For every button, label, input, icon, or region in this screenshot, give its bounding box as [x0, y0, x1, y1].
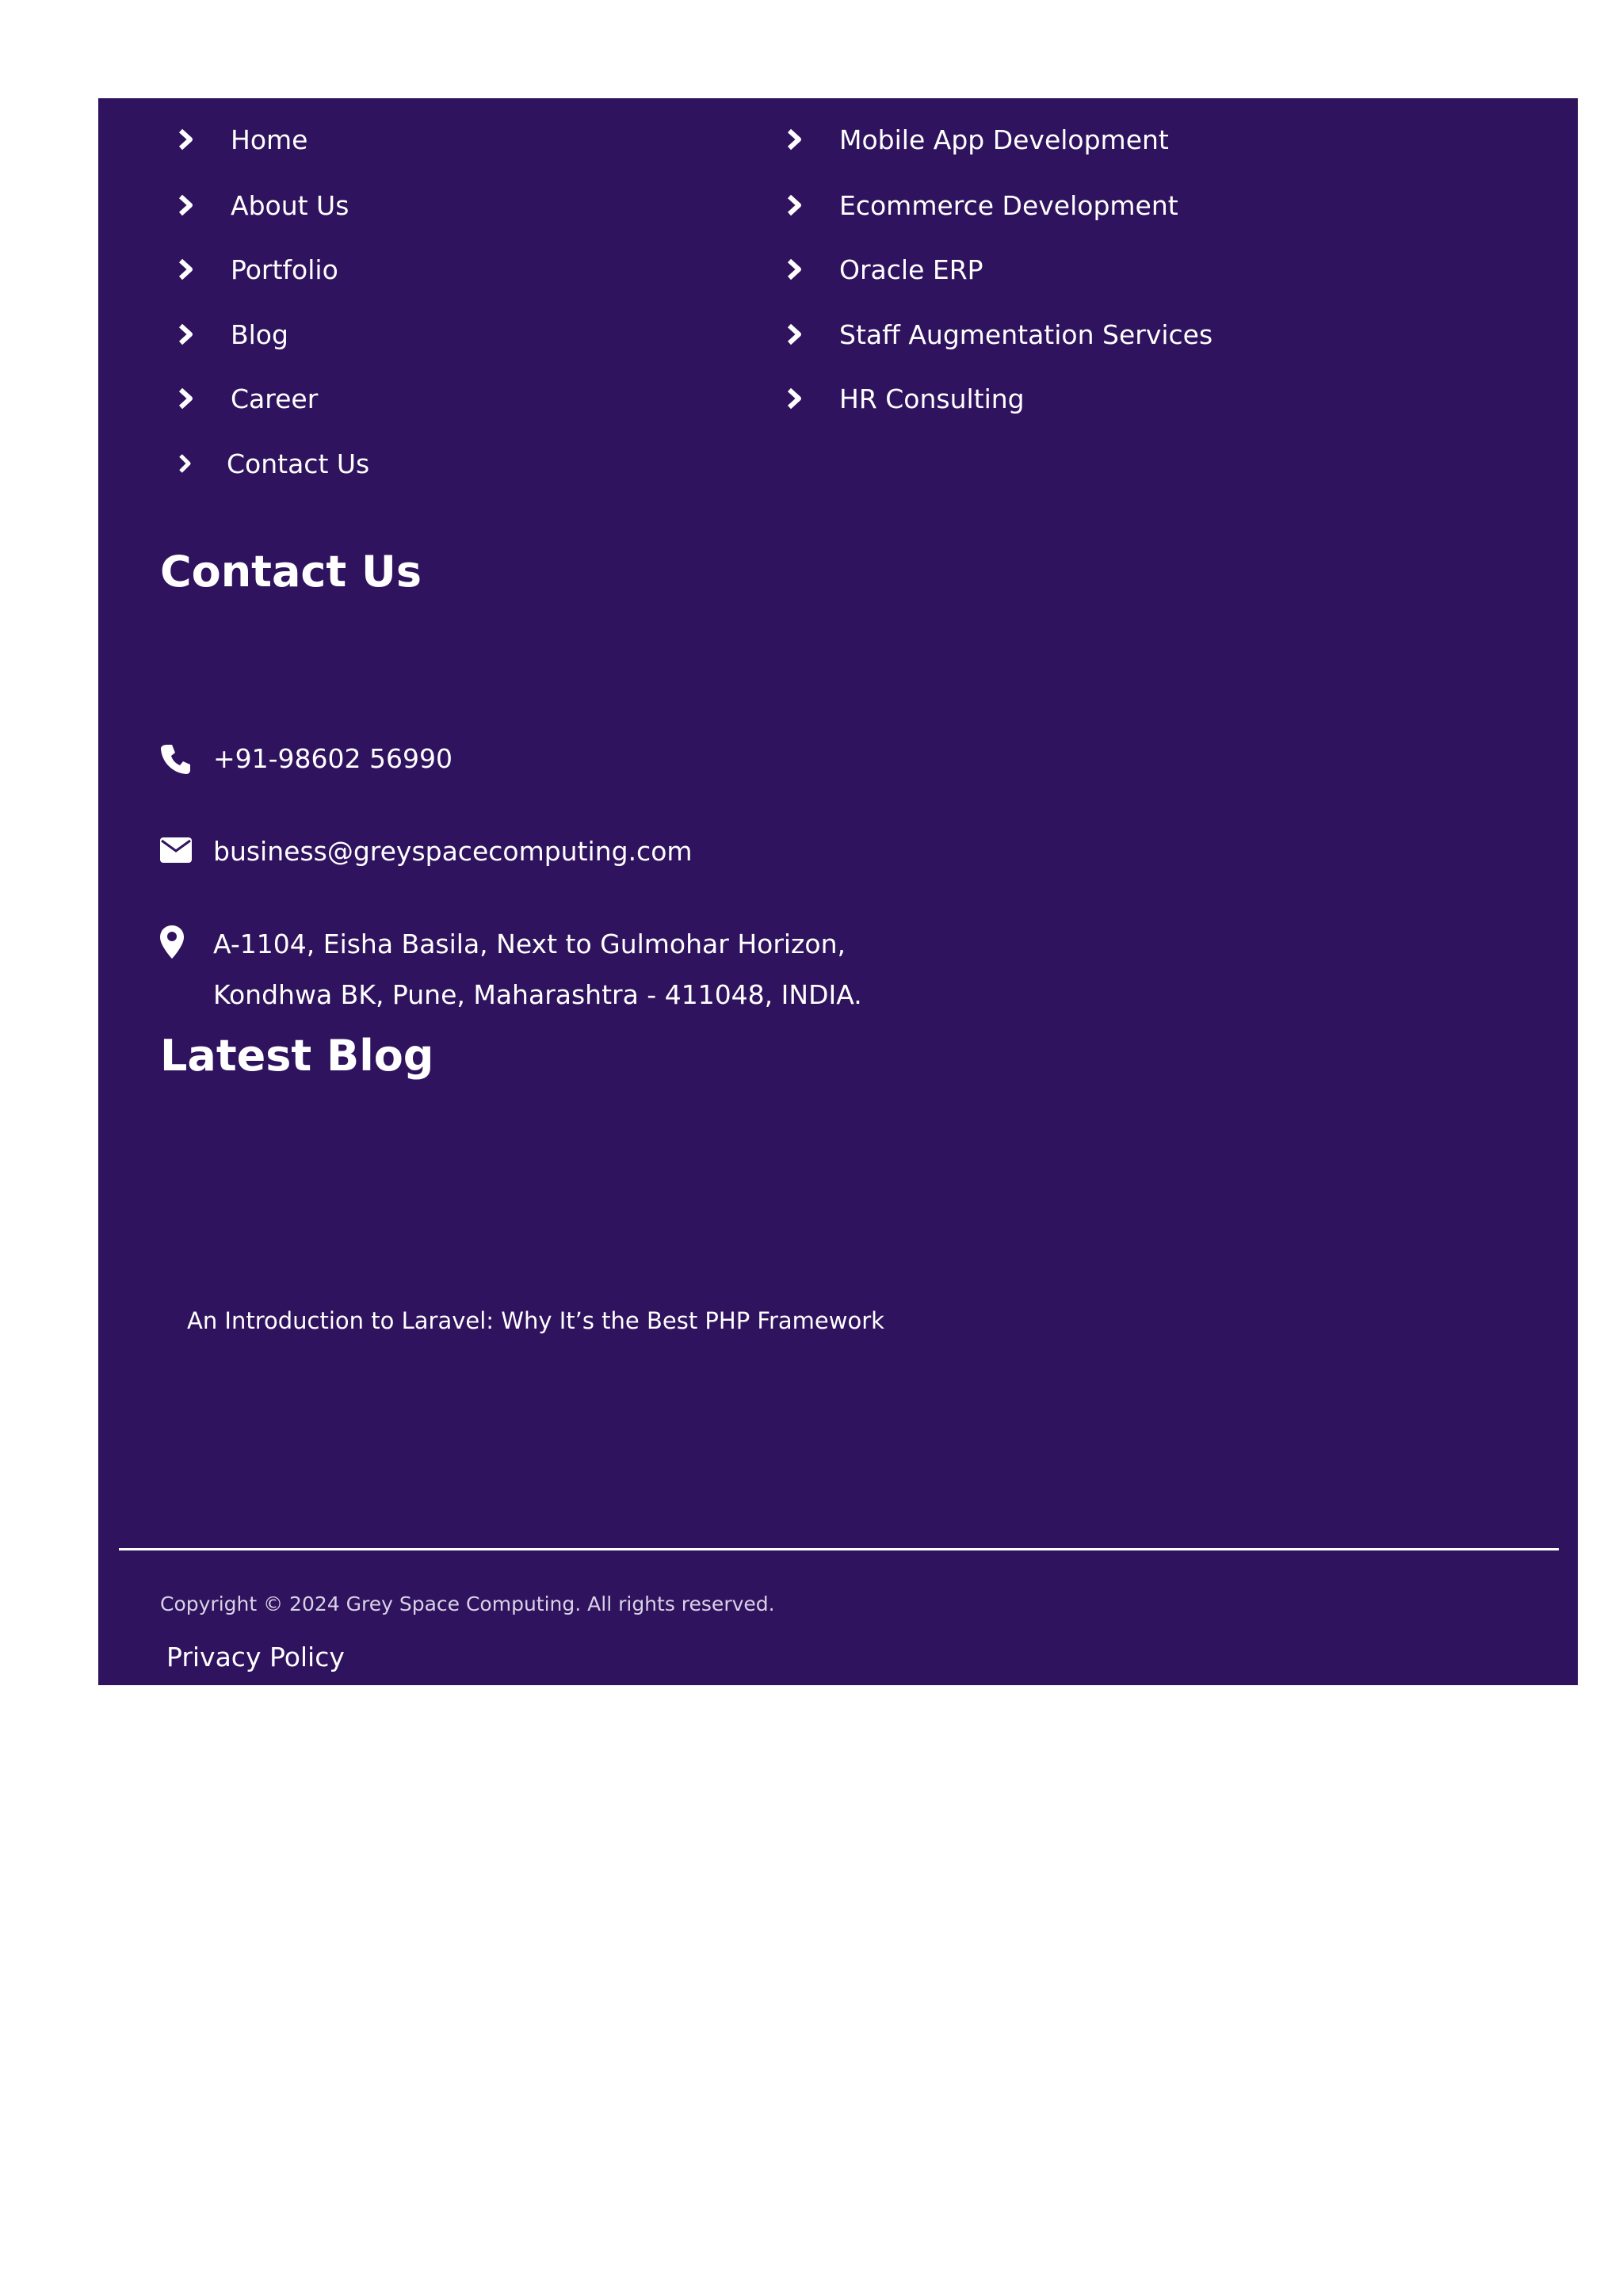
chevron-right-icon: [178, 128, 195, 151]
footer-service-mobile-app[interactable]: [786, 116, 1169, 163]
contact-section-title: Contact Us: [160, 547, 422, 597]
chevron-right-icon: [178, 387, 195, 410]
footer-link-label: About Us: [231, 189, 349, 221]
chevron-right-icon: [178, 193, 195, 217]
email-address: business@greyspacecomputing.com: [213, 836, 693, 867]
blog-post-link[interactable]: An Introduction to Laravel: Why It’s the Best PHP Framework: [187, 1307, 884, 1334]
footer-link-label: Portfolio: [231, 254, 338, 285]
contact-phone[interactable]: [160, 734, 453, 784]
phone-icon: [160, 743, 192, 781]
copyright-text: Copyright © 2024 Grey Space Computing. All rights reserved.: [160, 1592, 775, 1615]
footer-service-staff-augmentation[interactable]: [786, 311, 1212, 358]
address-line-1: A-1104, Eisha Basila, Next to Gulmohar Horizon,: [213, 929, 846, 959]
contact-email[interactable]: [160, 826, 693, 877]
footer-link-contact[interactable]: [178, 440, 369, 487]
footer-service-label: HR Consulting: [839, 383, 1025, 414]
footer-service-oracle-erp[interactable]: [786, 246, 983, 293]
chevron-right-icon: [178, 452, 195, 475]
footer-link-label: Contact Us: [227, 448, 370, 479]
footer-link-about[interactable]: [178, 181, 349, 229]
footer-link-career[interactable]: [178, 375, 318, 422]
chevron-right-icon: [178, 257, 195, 281]
chevron-right-icon: [786, 128, 804, 151]
map-pin-icon: [160, 925, 184, 965]
envelope-icon: [160, 837, 192, 869]
footer-service-hr-consulting[interactable]: [786, 375, 1025, 422]
chevron-right-icon: [786, 322, 804, 346]
footer-link-blog[interactable]: [178, 311, 288, 358]
chevron-right-icon: [786, 387, 804, 410]
address-text: [213, 919, 862, 1020]
footer-link-portfolio[interactable]: [178, 246, 338, 293]
footer-link-label: Career: [231, 383, 319, 414]
footer-service-label: Ecommerce Development: [839, 189, 1178, 221]
footer-service-label: Oracle ERP: [839, 254, 983, 285]
footer-link-home[interactable]: [178, 116, 307, 163]
chevron-right-icon: [786, 257, 804, 281]
footer-service-ecommerce[interactable]: [786, 181, 1178, 229]
footer-service-label: Staff Augmentation Services: [839, 318, 1213, 350]
site-footer: [98, 98, 1578, 1685]
footer-link-label: Home: [231, 124, 308, 155]
footer-service-label: Mobile App Development: [839, 124, 1169, 155]
chevron-right-icon: [178, 322, 195, 346]
privacy-policy-link[interactable]: Privacy Policy: [166, 1642, 345, 1672]
contact-address: [160, 919, 862, 1020]
latest-blog-title: Latest Blog: [160, 1031, 434, 1081]
phone-number: +91-98602 56990: [213, 743, 453, 774]
address-line-2: Kondhwa BK, Pune, Maharashtra - 411048, INDIA.: [213, 979, 862, 1010]
footer-divider: [119, 1548, 1559, 1550]
chevron-right-icon: [786, 193, 804, 217]
footer-link-label: Blog: [231, 318, 288, 350]
